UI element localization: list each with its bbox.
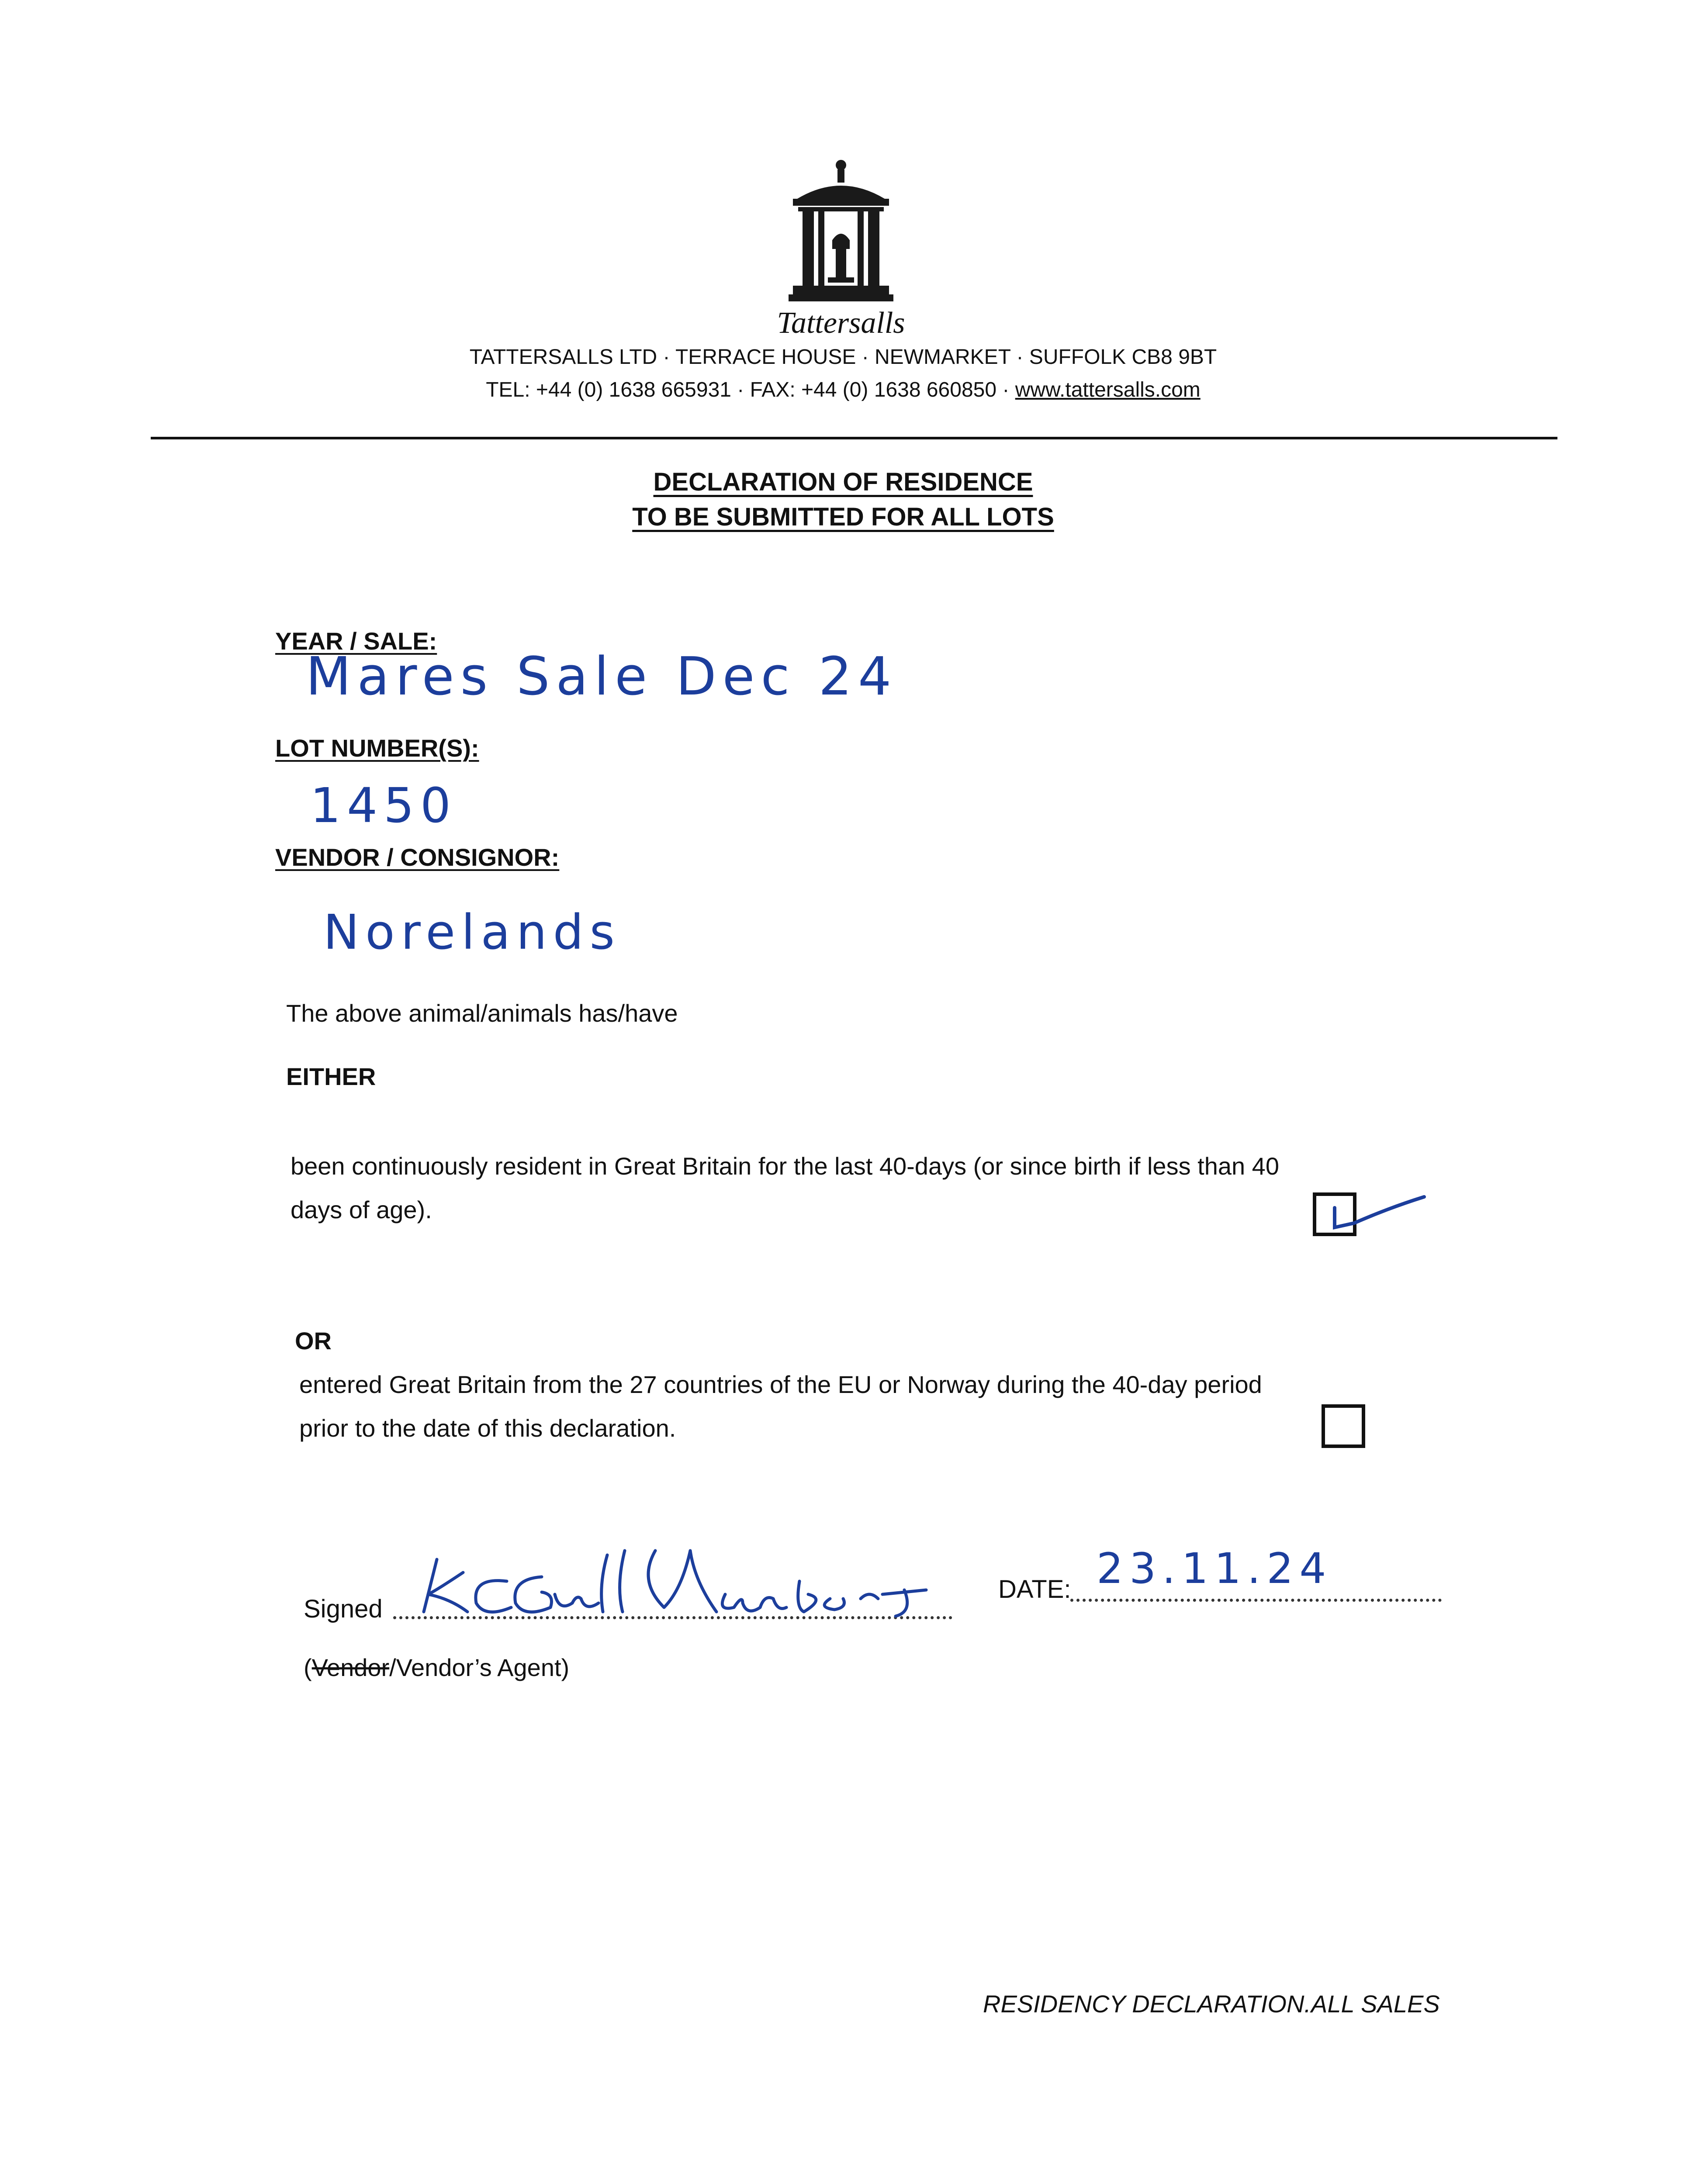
option2-line1: entered Great Britain from the 27 countries of the EU or Norway during the 40-day period xyxy=(299,1371,1262,1398)
contact-phone-fax: TEL: +44 (0) 1638 665931 · FAX: +44 (0) 1638 660850 · xyxy=(486,378,1015,401)
company-contact xyxy=(393,378,1293,402)
form-subtitle: TO BE SUBMITTED FOR ALL LOTS xyxy=(632,503,1054,531)
company-address: TATTERSALLS LTD · TERRACE HOUSE · NEWMARKET · SUFFOLK CB8 9BT xyxy=(469,346,1217,369)
brand-name: Tattersalls xyxy=(777,306,905,340)
form-title: DECLARATION OF RESIDENCE xyxy=(653,468,1033,496)
signature-mark[interactable] xyxy=(411,1542,944,1625)
footer-reference: RESIDENCY DECLARATION.ALL SALES xyxy=(983,1990,1440,2018)
lot-number-value[interactable]: 1450 xyxy=(310,778,457,833)
checkmark-icon xyxy=(1315,1184,1429,1254)
signer-role xyxy=(304,1653,569,1682)
role-vendor-struck: Vendor xyxy=(311,1654,390,1681)
vendor-value[interactable]: Norelands xyxy=(323,904,621,960)
role-vendor-agent: /Vendor’s Agent) xyxy=(389,1654,570,1681)
option1-line2: days of age). xyxy=(291,1196,432,1223)
option1-line1: been continuously resident in Great Britain for the last 40-days (or since birth if less than 40 xyxy=(291,1152,1279,1180)
signed-label: Signed xyxy=(304,1595,383,1623)
header-divider xyxy=(151,437,1557,439)
or-label: OR xyxy=(295,1327,332,1355)
either-label: EITHER xyxy=(286,1063,376,1090)
year-sale-label: YEAR / SALE: xyxy=(275,627,437,655)
website-link[interactable]: www.tattersalls.com xyxy=(1015,378,1201,401)
tattersalls-logo-icon xyxy=(784,157,898,306)
intro-text: The above animal/animals has/have xyxy=(286,999,678,1027)
date-value[interactable]: 23.11.24 xyxy=(1097,1544,1332,1593)
date-label: DATE: xyxy=(998,1575,1071,1603)
role-open-paren: ( xyxy=(304,1654,312,1681)
vendor-label: VENDOR / CONSIGNOR: xyxy=(275,843,560,871)
year-sale-value[interactable]: Mares Sale Dec 24 xyxy=(306,646,898,707)
lot-number-label: LOT NUMBER(S): xyxy=(275,734,479,762)
option2-checkbox[interactable] xyxy=(1322,1404,1365,1448)
option2-line2: prior to the date of this declaration. xyxy=(299,1414,676,1442)
